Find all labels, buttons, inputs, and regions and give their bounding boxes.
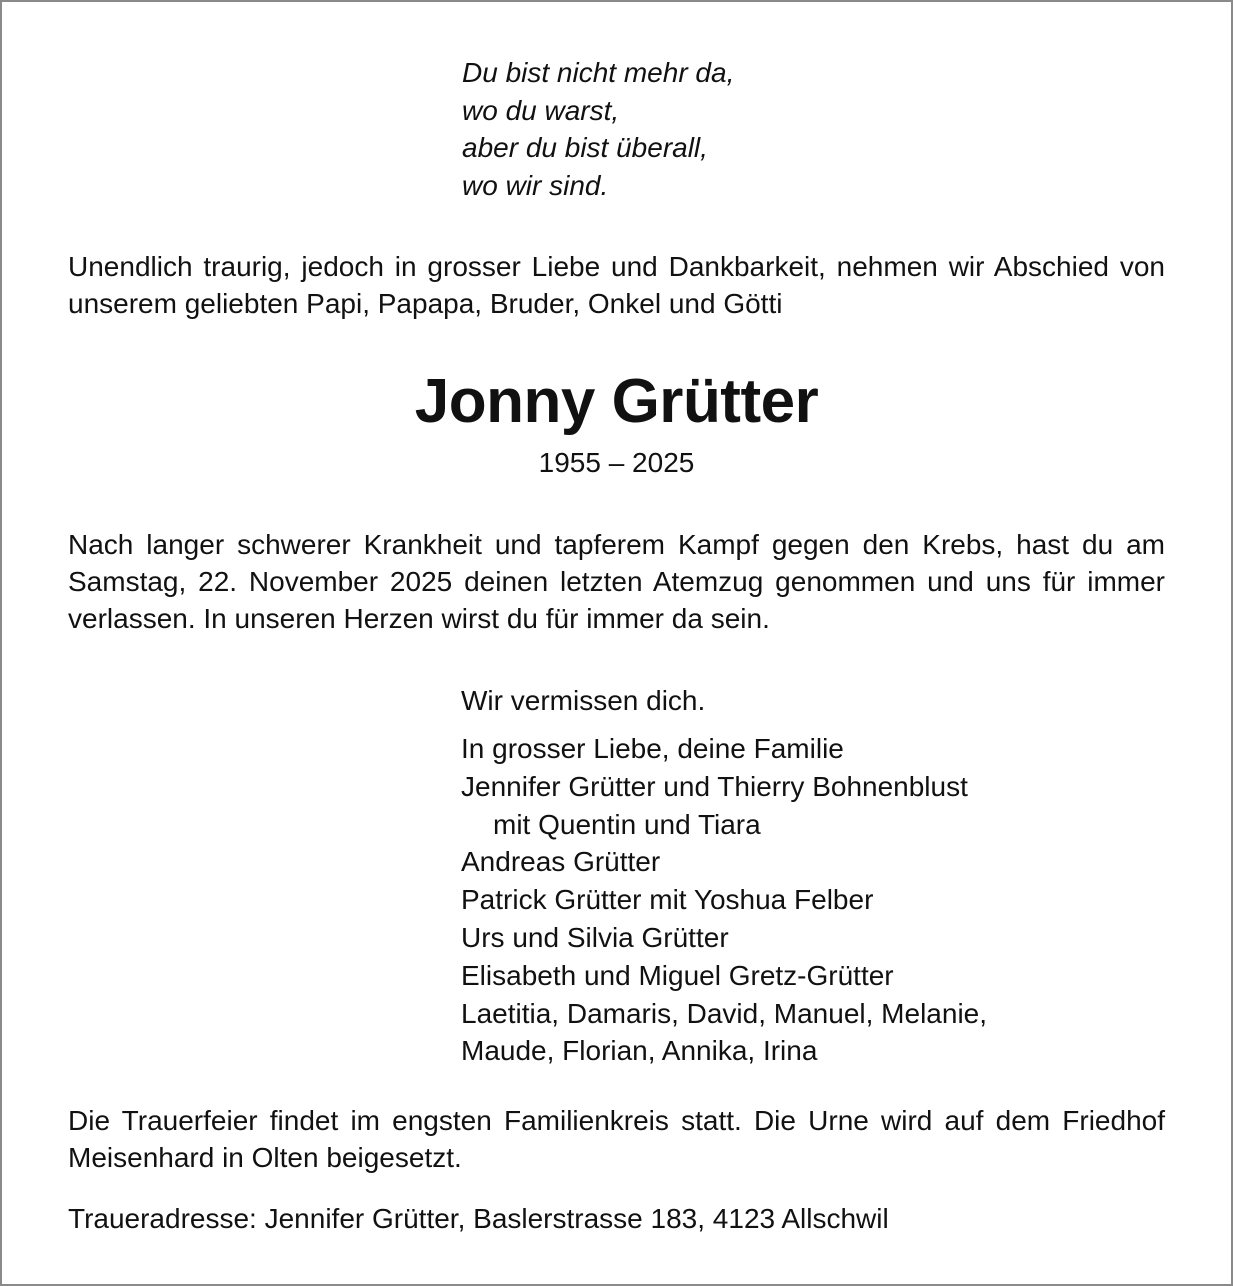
family-line: mit Quentin und Tiara: [493, 808, 761, 840]
family-line: Urs und Silvia Grütter: [461, 921, 729, 953]
funeral-paragraph: Die Trauerfeier findet im engsten Familienkreis statt. Die Urne wird auf dem Friedhof Meisenhard in Olten beigesetzt.: [68, 1105, 1165, 1173]
life-years: 1955 – 2025: [538, 447, 695, 478]
family-line: Maude, Florian, Annika, Irina: [461, 1035, 818, 1067]
poem-line: wo wir sind.: [462, 169, 609, 201]
family-line: Jennifer Grütter und Thierry Bohnenblust: [461, 770, 968, 802]
mourning-address: Traueradresse: Jennifer Grütter, Baslerstrasse 183, 4123 Allschwil: [68, 1203, 889, 1234]
family-line: In grosser Liebe, deine Familie: [461, 733, 844, 764]
closing-line: Wir vermissen dich.: [461, 685, 706, 716]
family-list: [461, 730, 987, 1070]
message-paragraph: Nach langer schwerer Krankheit und tapferem Kampf gegen den Krebs, hast du am Samstag, 22. November 2025 deinen letzten Atemzug genommen und uns für immer verlassen. In unseren Herzen wirst du für immer da sein.: [68, 529, 1165, 634]
deceased-name: Jonny Grütter: [414, 367, 819, 436]
family-line: Andreas Grütter: [461, 846, 661, 878]
intro-paragraph: Unendlich traurig, jedoch in grosser Liebe und Dankbarkeit, nehmen wir Abschied von unserem geliebten Papi, Papapa, Bruder, Onkel und Götti: [68, 251, 1165, 319]
family-line: Laetitia, Damaris, David, Manuel, Melanie,: [461, 997, 988, 1029]
poem-line: Du bist nicht mehr da,: [462, 57, 735, 88]
family-line: Patrick Grütter mit Yoshua Felber: [461, 884, 874, 916]
family-line: Elisabeth und Miguel Gretz-Grütter: [461, 959, 894, 991]
poem-line: aber du bist überall,: [462, 132, 708, 163]
poem: [462, 54, 734, 204]
poem-line: wo du warst,: [462, 94, 620, 126]
